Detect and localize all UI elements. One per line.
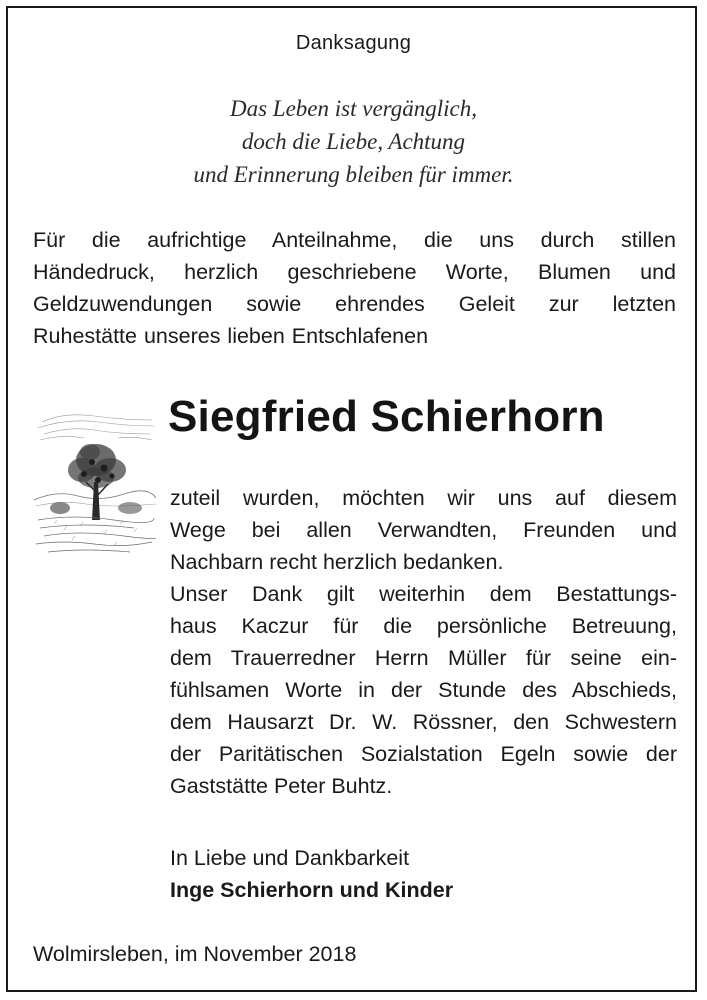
intro-line: Ruhestätte unseres lieben Entschlafenen [33,324,429,348]
thanks-line: Wege bei allen Verwandten, Freunden und [170,518,677,542]
thanks-line: Nachbarn recht herzlich bedanken. [170,550,504,574]
thanks-line: dem Trauerredner Herrn Müller für seine ein- [170,646,677,670]
closing-line: In Liebe und Dankbarkeit [170,846,410,870]
intro-line: Händedruck, herzlich geschriebene Worte, Blumen und [33,260,676,284]
poem-line: Das Leben ist vergänglich, [229,96,477,121]
signer-name: Inge Schierhorn und Kinder [170,878,454,902]
notice-heading: Danksagung [295,32,412,54]
intro-line: Für die aufrichtige Anteilnahme, die uns durch stillen [33,228,676,252]
thanks-line: zuteil wurden, möchten wir uns auf diesem [170,486,677,510]
deceased-name: Siegfried Schierhorn [168,392,605,441]
thanks-paragraph [170,482,677,802]
intro-line: Geldzuwendungen sowie ehrendes Geleit zur letzten [33,292,676,316]
thanks-line: fühlsamen Worte in der Stunde des Abschieds, [170,678,677,702]
thanks-line: der Paritätischen Sozialstation Egeln sowie der [170,742,677,766]
intro-paragraph [33,224,676,352]
memorial-poem [0,92,707,191]
thanks-line: Gaststätte Peter Buhtz. [170,774,393,798]
closing-block [170,842,453,906]
poem-line: und Erinnerung bleiben für immer. [193,162,514,187]
poem-line: doch die Liebe, Achtung [241,129,466,154]
place-and-date: Wolmirsleben, im November 2018 [33,942,357,966]
thanks-line: dem Hausarzt Dr. W. Rössner, den Schwestern [170,710,677,734]
thanks-line: Unser Dank gilt weiterhin dem Bestattungs- [170,582,677,606]
thanks-line: haus Kaczur für die persönliche Betreuung, [170,614,677,638]
tree-landscape-icon [34,408,156,560]
